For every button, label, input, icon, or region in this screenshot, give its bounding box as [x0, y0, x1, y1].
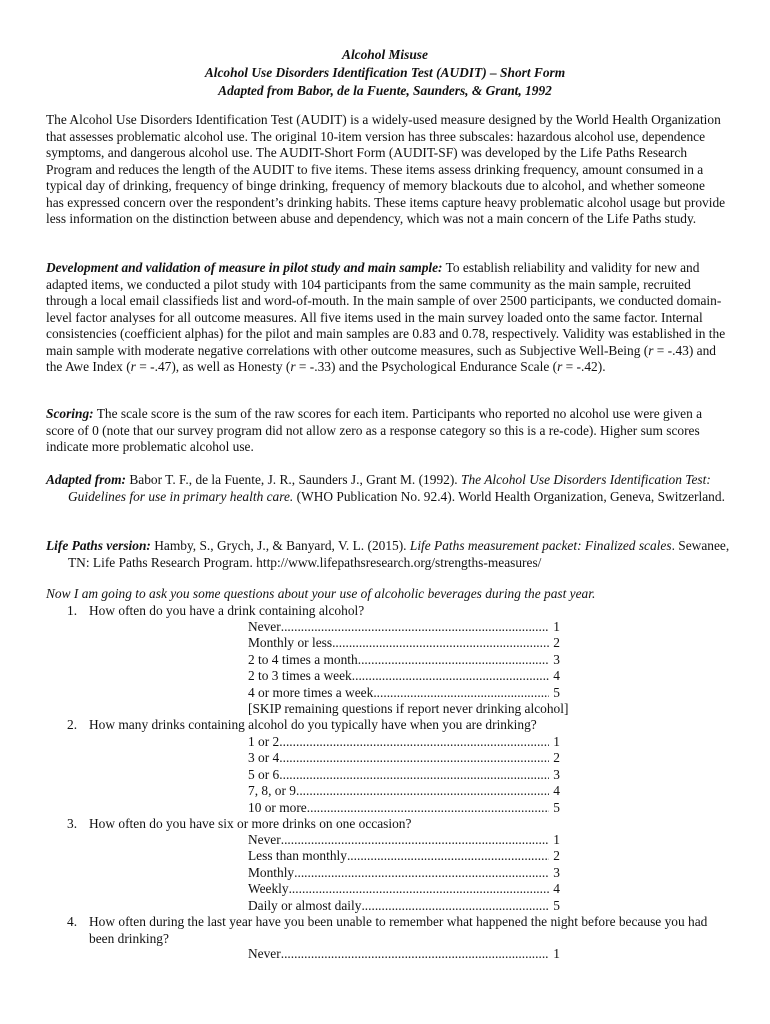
dot-leader — [332, 635, 549, 651]
response-option[interactable] — [248, 668, 560, 684]
r-symbol: r — [557, 359, 563, 374]
question-text: How often do you have six or more drinks on one occasion? — [89, 816, 412, 831]
response-option[interactable] — [248, 832, 560, 848]
r-symbol: r — [130, 359, 136, 374]
response-option[interactable] — [248, 635, 560, 651]
dot-leader — [294, 865, 549, 881]
dot-leader — [373, 685, 549, 701]
r-symbol: r — [290, 359, 296, 374]
response-option[interactable] — [248, 881, 560, 897]
option-value: 2 — [553, 848, 560, 864]
response-option[interactable] — [248, 783, 560, 799]
option-label: Never — [248, 832, 281, 847]
dot-leader — [279, 734, 549, 750]
question-3 — [67, 816, 727, 833]
question-number: 3. — [67, 816, 78, 831]
response-option[interactable] — [248, 865, 560, 881]
option-value: 3 — [553, 864, 560, 880]
instruction: Now I am going to ask you some questions about your use of alcoholic beverages during the past year. — [46, 586, 596, 601]
option-value: 5 — [553, 897, 560, 913]
option-value: 3 — [553, 651, 560, 667]
adapted-heading: Adapted from: — [46, 472, 126, 487]
option-label: 3 or 4 — [248, 750, 280, 766]
development-v1: = -.43) and the Awe Index ( — [46, 342, 717, 374]
question-text: How many drinks containing alcohol do you typically have when you are drinking? — [89, 717, 537, 732]
question-text: How often during the last year have you been unable to remember what happened the night before because you had been drinking? — [89, 914, 708, 946]
adapted-from-paragraph — [46, 472, 748, 505]
question-number: 2. — [67, 717, 78, 732]
life-paths-paragraph — [46, 538, 748, 571]
option-label: Monthly — [248, 864, 295, 880]
dot-leader — [352, 668, 550, 684]
title-block — [0, 46, 770, 100]
development-v2: = -.47), as well as Honesty ( — [135, 359, 291, 374]
dot-leader — [296, 783, 549, 799]
scoring-heading: Scoring: — [46, 406, 94, 421]
question-4-options — [248, 946, 560, 962]
adapted-text-1: Babor T. F., de la Fuente, J. R., Saunders J., Grant M. (1992). — [125, 472, 461, 487]
dot-leader — [361, 898, 549, 914]
response-option[interactable] — [248, 619, 560, 635]
option-value: 2 — [553, 635, 560, 651]
r-symbol: r — [648, 342, 654, 358]
development-heading: Development and validation of measure in pilot study and main sample: — [46, 260, 443, 275]
response-option[interactable] — [248, 652, 560, 668]
life-paths-title: Life Paths measurement packet: Finalized scales — [409, 538, 672, 553]
option-value: 1 — [553, 734, 560, 749]
dot-leader — [279, 767, 549, 783]
scoring-paragraph — [46, 406, 726, 456]
option-label: Never — [248, 946, 281, 961]
response-option[interactable] — [248, 800, 560, 816]
development-text: To establish reliability and validity for new and adapted items, we conducted a pilot study with 104 participants from the same community as the main sample, recruited through a local email classifieds list and word-of-mouth. In the main sample of over 2500 participants, we conducted domain-level factor analyses for all outcome measures. All five items used in the main survey loaded onto the same factor. Internal consistencies (coefficient alphas) for the pilot and main samples are 0.83 and 0.78, respectively. Validity was established in the main sample with moderate negative correlations with other outcome measures, such as Subjective Well-Being ( — [46, 260, 726, 358]
response-option[interactable] — [248, 750, 560, 766]
option-label: 4 or more times a week — [248, 684, 374, 700]
adapted-title: The Alcohol Use Disorders Identification Test: Guidelines for use in primary health care. — [68, 472, 711, 504]
response-option[interactable] — [248, 767, 560, 783]
dot-leader — [281, 832, 550, 848]
response-option[interactable] — [248, 946, 560, 962]
life-paths-text-1: Hamby, S., Grych, J., & Banyard, V. L. (2015). — [150, 538, 410, 553]
option-value: 1 — [553, 832, 560, 847]
intro-paragraph: The Alcohol Use Disorders Identification Test (AUDIT) is a widely-used measure designed by the World Health Organization that assesses problematic alcohol use. The original 10-item version has three subscales: hazardous alcohol use, dependence symptoms, and dangerous alcohol use. The AUDIT-Short Form (AUDIT-SF) was developed by the Life Paths Research Program and reduces the length of the AUDIT to five items. These items assess drinking frequency, amount consumed in a typical day of drinking, frequency of binge drinking, frequency of memory blackouts due to alcohol, and whether someone has expressed concern over the respondent’s drinking habits. These items capture heavy problematic alcohol usage but provide less information on the distinction between abuse and dependency, which was not a main concern of the Life Paths study. — [46, 112, 726, 226]
response-option[interactable] — [248, 898, 560, 914]
title-line-1: Alcohol Misuse — [342, 47, 428, 62]
option-label: 2 to 3 times a week — [248, 668, 352, 684]
dot-leader — [307, 800, 550, 816]
response-option[interactable] — [248, 685, 560, 701]
dot-leader — [358, 652, 550, 668]
option-value: 3 — [553, 766, 560, 782]
adapted-text-2: (WHO Publication No. 92.4). World Health Organization, Geneva, Switzerland. — [293, 488, 725, 504]
option-label: Daily or almost daily — [248, 897, 362, 913]
option-value: 5 — [553, 684, 560, 700]
option-value: 1 — [553, 946, 560, 961]
skip-note: [SKIP remaining questions if report never drinking alcohol] — [248, 701, 569, 717]
question-number: 4. — [67, 914, 78, 929]
scoring-text: The scale score is the sum of the raw scores for each item. Participants who reported no alcohol use were given a score of 0 (note that our survey program did not allow zero as a response category so this is a re-code). Higher sum scores indicate more problematic alcohol use. — [46, 406, 703, 454]
option-value: 1 — [553, 619, 560, 634]
option-value: 4 — [553, 783, 560, 799]
dot-leader — [279, 750, 549, 766]
question-number: 1. — [67, 603, 78, 618]
development-v4: = -.42). — [562, 359, 606, 374]
option-value: 2 — [553, 750, 560, 766]
title-line-2: Alcohol Use Disorders Identification Test (AUDIT) – Short Form — [204, 65, 566, 80]
dot-leader — [289, 881, 550, 897]
option-label: 10 or more — [248, 799, 307, 815]
development-paragraph — [46, 260, 726, 376]
option-value: 4 — [553, 881, 560, 897]
option-label: 5 or 6 — [248, 766, 280, 782]
option-label: Never — [248, 619, 281, 634]
response-option[interactable] — [248, 734, 560, 750]
option-value: 5 — [553, 799, 560, 815]
dot-leader — [281, 946, 550, 962]
option-value: 4 — [553, 668, 560, 684]
option-label: Less than monthly — [248, 848, 347, 864]
option-label: 1 or 2 — [248, 734, 280, 749]
life-paths-heading: Life Paths version: — [46, 538, 151, 553]
question-text: How often do you have a drink containing alcohol? — [89, 603, 365, 618]
response-option[interactable] — [248, 848, 560, 864]
development-v3: = -.33) and the Psychological Endurance Scale ( — [295, 359, 558, 374]
question-1 — [67, 603, 727, 620]
question-1-options — [248, 619, 569, 717]
option-label: 2 to 4 times a month — [248, 651, 358, 667]
question-2 — [67, 717, 727, 734]
option-label: Monthly or less — [248, 635, 333, 651]
option-label: Weekly — [248, 881, 289, 897]
life-paths-text-2: . Sewanee, TN: Life Paths Research Program. http://www.lifepathsresearch.org/strengths-measures/ — [68, 538, 730, 570]
question-2-options — [248, 734, 560, 816]
dot-leader — [347, 848, 549, 864]
option-label: 7, 8, or 9 — [248, 783, 296, 799]
question-3-options — [248, 832, 560, 914]
title-line-3: Adapted from Babor, de la Fuente, Saunders, & Grant, 1992 — [218, 83, 552, 98]
question-4 — [67, 914, 727, 947]
dot-leader — [281, 619, 550, 635]
